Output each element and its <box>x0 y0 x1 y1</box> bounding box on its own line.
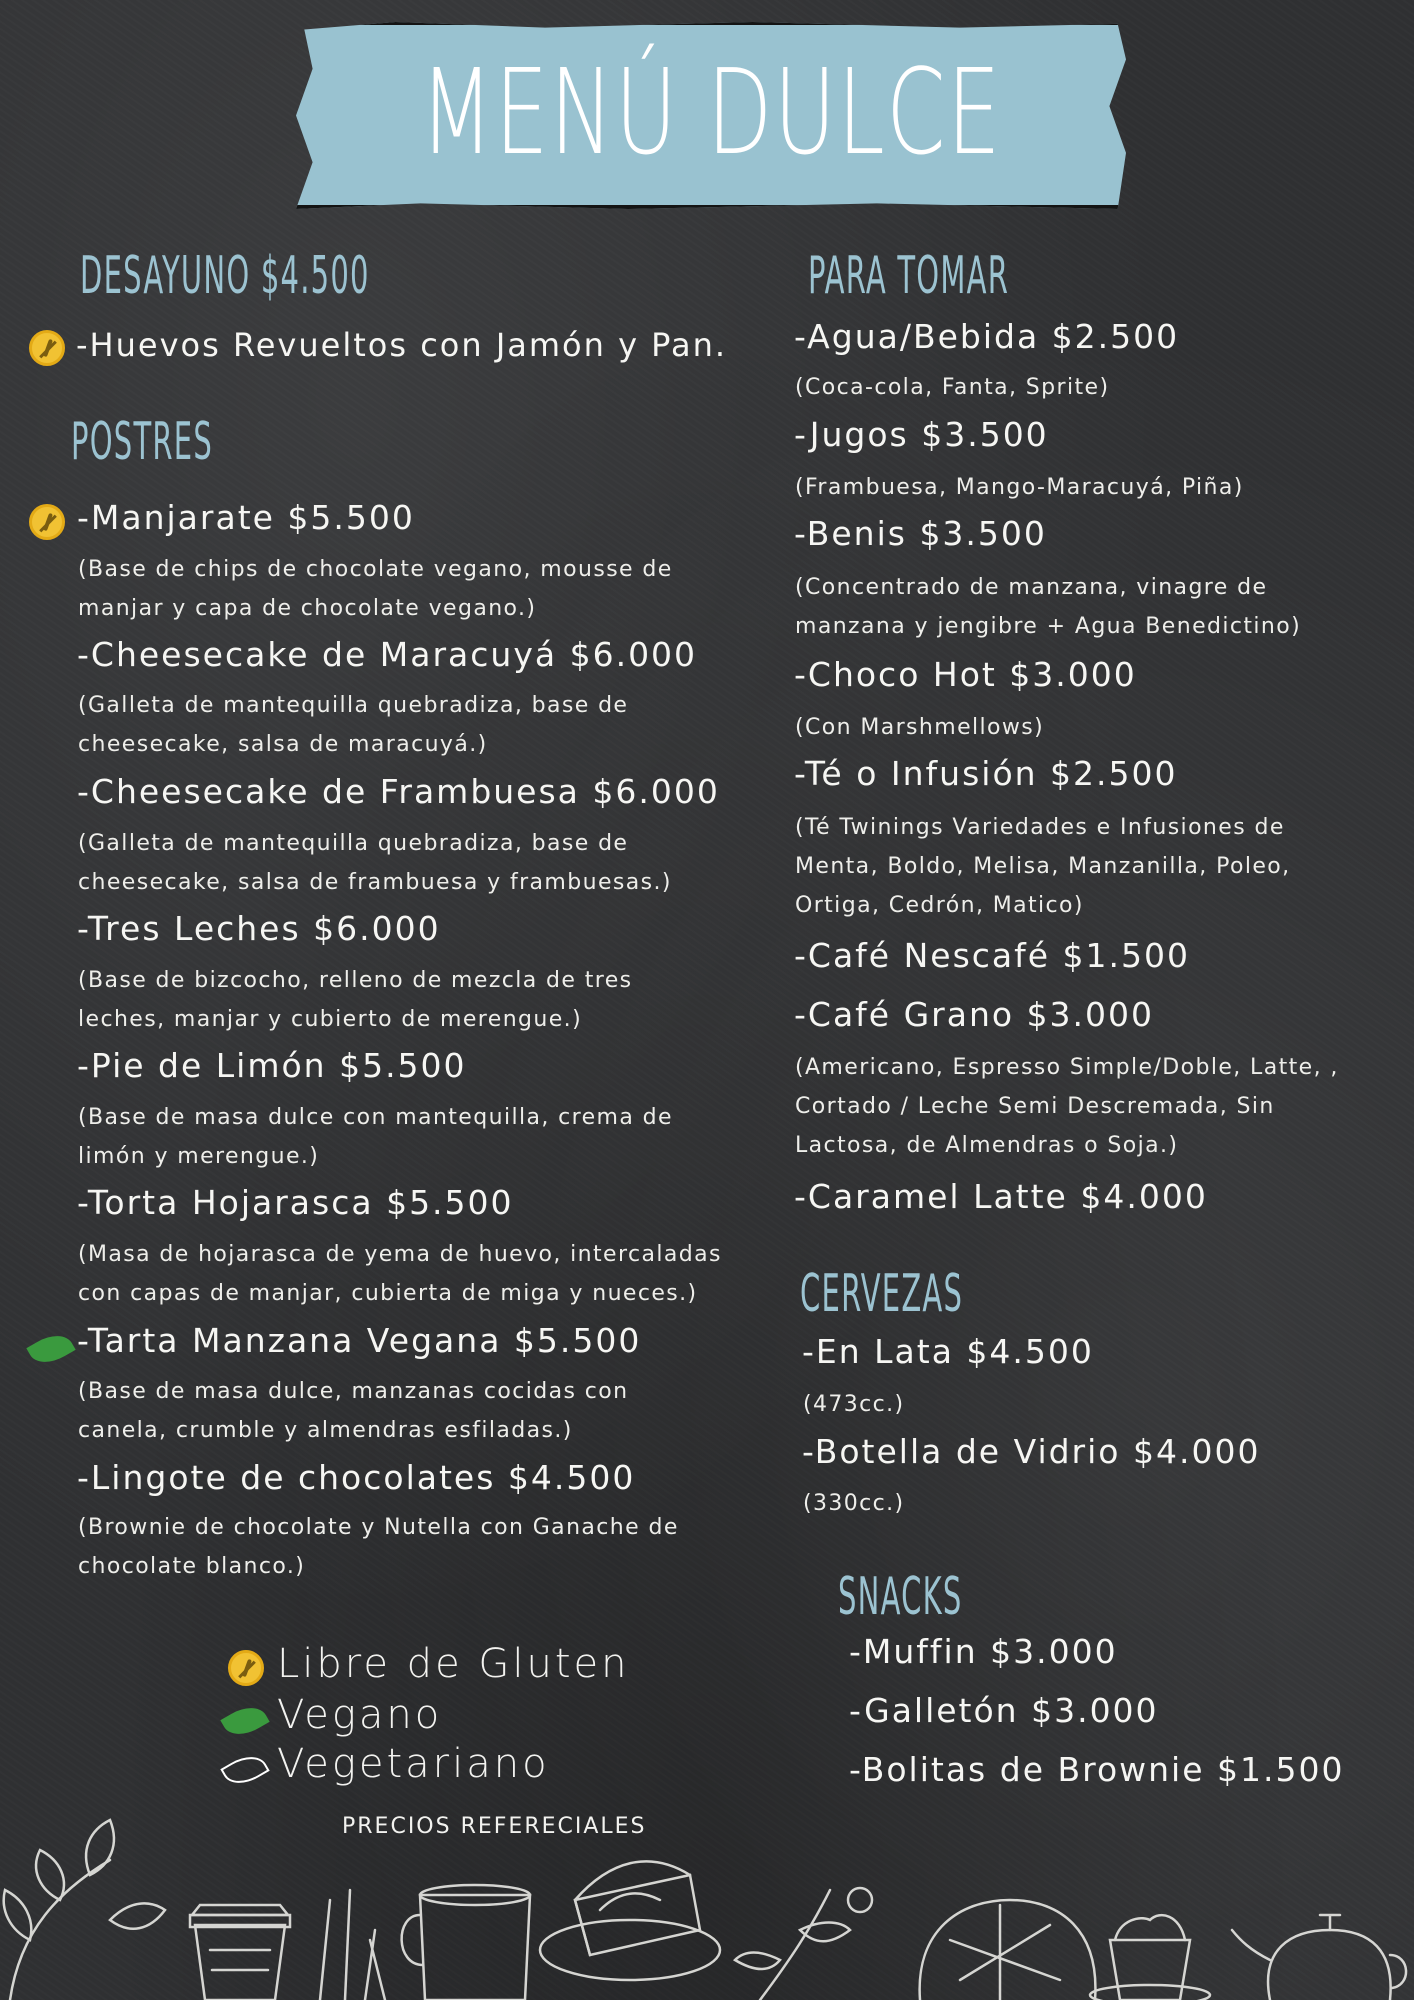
drink-item-desc: (Coca-cola, Fanta, Sprite) <box>795 375 1110 400</box>
dessert-item-desc: (Base de masa dulce con mantequilla, crema de limón y merengue.) <box>78 1105 673 1169</box>
dessert-item-desc: (Masa de hojarasca de yema de huevo, intercaladas con capas de manjar, cubierta de miga y nueces.) <box>78 1242 722 1306</box>
gluten-free-icon <box>29 504 65 540</box>
drink-item-desc: (Americano, Espresso Simple/Doble, Latte, , Cortado / Leche Semi Descremada, Sin Lactosa, de Almendras o Soja.) <box>795 1055 1339 1158</box>
section-title-para-tomar: PARA TOMAR <box>808 246 1010 306</box>
dessert-item-desc: (Base de chips de chocolate vegano, mousse de manjar y capa de chocolate vegano.) <box>78 557 673 621</box>
drink-item-name: -Café Grano $3.000 <box>794 995 1155 1034</box>
legend-gluten-free: Libre de Gluten <box>277 1641 630 1687</box>
snack-item: -Galletón $3.000 <box>849 1691 1159 1730</box>
dessert-item-desc: (Galleta de mantequilla quebradiza, base de cheesecake, salsa de frambuesa y frambuesas.) <box>78 831 672 895</box>
gluten-free-icon <box>228 1650 264 1686</box>
legend-vegan: Vegano <box>277 1692 443 1738</box>
drink-item-name: -Caramel Latte $4.000 <box>794 1177 1208 1216</box>
dessert-item-name: -Manjarate $5.500 <box>77 498 415 537</box>
drink-item-name: -Choco Hot $3.000 <box>794 655 1137 694</box>
footer-note: PRECIOS REFERECIALES <box>342 1814 647 1839</box>
section-title-desayuno: DESAYUNO $4.500 <box>80 246 370 306</box>
section-title-cervezas: CERVEZAS <box>800 1264 964 1324</box>
beer-item-name: -Botella de Vidrio $4.000 <box>802 1432 1261 1471</box>
drink-item-name: -Té o Infusión $2.500 <box>794 754 1178 793</box>
drink-item-name: -Café Nescafé $1.500 <box>794 936 1191 975</box>
drink-item-name: -Agua/Bebida $2.500 <box>794 317 1180 356</box>
drink-item-desc: (Concentrado de manzana, vinagre de manzana y jengibre + Agua Benedictino) <box>795 575 1302 639</box>
dessert-item-name: -Pie de Limón $5.500 <box>77 1046 467 1085</box>
beer-item-name: -En Lata $4.500 <box>802 1332 1094 1371</box>
dessert-item-name: -Cheesecake de Maracuyá $6.000 <box>77 635 698 674</box>
page-title: MENÚ DULCE <box>419 43 1003 181</box>
food-illustration <box>0 1780 1414 2000</box>
beer-item-desc: (330cc.) <box>803 1491 905 1516</box>
drink-item-desc: (Té Twinings Variedades e Infusiones de Menta, Boldo, Melisa, Manzanilla, Poleo, Ortiga, Cedrón, Matico) <box>795 815 1291 918</box>
section-title-snacks: SNACKS <box>838 1567 963 1627</box>
dessert-item-name: -Torta Hojarasca $5.500 <box>77 1183 514 1222</box>
drink-item-desc: (Con Marshmellows) <box>795 715 1045 740</box>
dessert-item-name: -Lingote de chocolates $4.500 <box>77 1458 636 1497</box>
snack-item: -Bolitas de Brownie $1.500 <box>849 1750 1345 1789</box>
dessert-item-desc: (Brownie de chocolate y Nutella con Ganache de chocolate blanco.) <box>78 1515 679 1579</box>
dessert-item-name: -Tarta Manzana Vegana $5.500 <box>77 1321 642 1360</box>
green-leaf-icon <box>220 1699 269 1743</box>
dessert-item-desc: (Galleta de mantequilla quebradiza, base de cheesecake, salsa de maracuyá.) <box>78 693 629 757</box>
dessert-item-desc: (Base de bizcocho, relleno de mezcla de tres leches, manjar y cubierto de merengue.) <box>78 968 633 1032</box>
snack-item: -Muffin $3.000 <box>849 1632 1118 1671</box>
breakfast-item: -Huevos Revueltos con Jamón y Pan. <box>76 326 728 364</box>
dessert-item-name: -Cheesecake de Frambuesa $6.000 <box>77 772 720 811</box>
section-title-postres: POSTRES <box>71 412 214 472</box>
drink-item-name: -Jugos $3.500 <box>794 415 1049 454</box>
drink-item-name: -Benis $3.500 <box>794 514 1047 553</box>
dessert-item-desc: (Base de masa dulce, manzanas cocidas con canela, crumble y almendras esfiladas.) <box>78 1379 629 1443</box>
drink-item-desc: (Frambuesa, Mango-Maracuyá, Piña) <box>795 475 1244 500</box>
beer-item-desc: (473cc.) <box>803 1392 905 1417</box>
vegan-leaf-icon <box>26 1327 75 1371</box>
gluten-free-icon <box>29 330 65 366</box>
legend-vegetarian: Vegetariano <box>277 1741 550 1787</box>
dessert-item-name: -Tres Leches $6.000 <box>77 909 441 948</box>
